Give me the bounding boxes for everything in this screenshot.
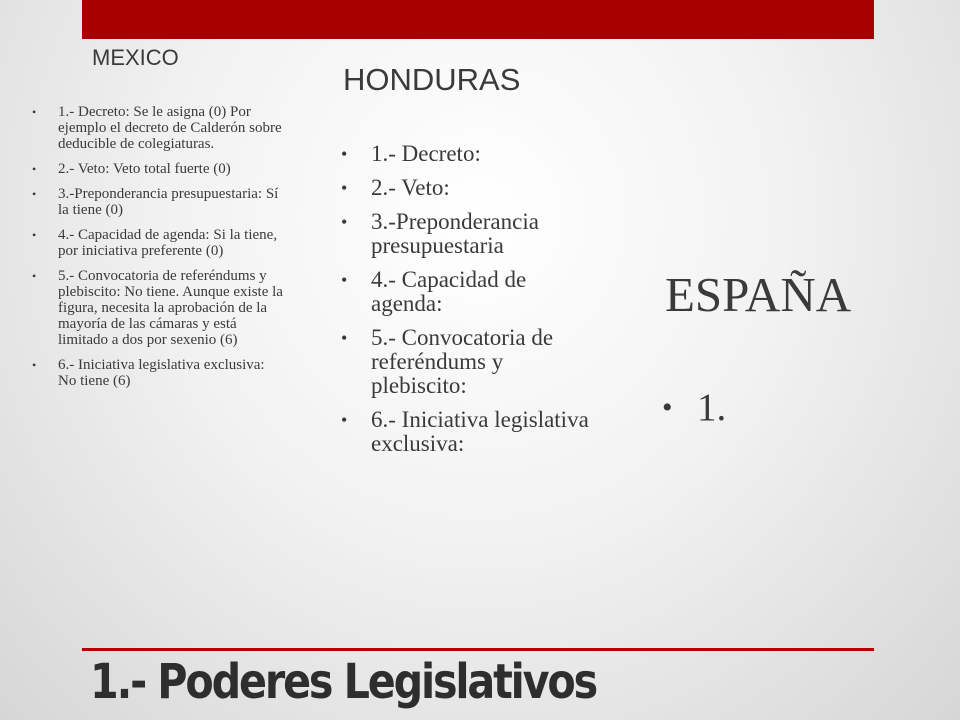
bullet-icon: • bbox=[341, 270, 348, 290]
mexico-item-6: 6.- Iniciativa legislativa exclusiva: No tiene (6) bbox=[58, 357, 265, 389]
mexico-item-2: 2.- Veto: Veto total fuerte (0) bbox=[58, 161, 231, 177]
espana-heading: ESPAÑA bbox=[665, 267, 852, 322]
honduras-item-4: 4.- Capacidad de agenda: bbox=[371, 267, 527, 316]
bullet-icon: • bbox=[32, 358, 37, 372]
mexico-list bbox=[30, 104, 285, 398]
mexico-item-4: 4.- Capacidad de agenda: Si la tiene, por iniciativa preferente (0) bbox=[58, 227, 278, 259]
bullet-icon: • bbox=[662, 391, 673, 424]
list-item bbox=[30, 357, 285, 389]
bullet-icon: • bbox=[341, 144, 348, 164]
list-item bbox=[340, 326, 600, 398]
bullet-icon: • bbox=[32, 105, 37, 119]
espana-list bbox=[660, 386, 860, 430]
bullet-icon: • bbox=[341, 410, 348, 430]
mexico-item-5: 5.- Convocatoria de referéndums y plebiscito: No tiene. Aunque existe la figura, necesita la aprobación de la mayoría de las cámaras y está limitado a dos por sexenio (6) bbox=[58, 268, 283, 348]
bullet-icon: • bbox=[32, 269, 37, 283]
espana-item-1: 1. bbox=[697, 386, 727, 429]
list-item bbox=[340, 176, 600, 200]
honduras-item-2: 2.- Veto: bbox=[371, 175, 450, 200]
list-item bbox=[30, 268, 285, 348]
bullet-icon: • bbox=[341, 212, 348, 232]
bullet-icon: • bbox=[32, 187, 37, 201]
top-accent-bar bbox=[82, 0, 874, 39]
mexico-heading: MEXICO bbox=[92, 45, 179, 70]
honduras-item-6: 6.- Iniciativa legislativa exclusiva: bbox=[371, 407, 589, 456]
mexico-item-1: 1.- Decreto: Se le asigna (0) Por ejemplo el decreto de Calderón sobre deducible de colegiaturas. bbox=[58, 104, 282, 152]
list-item bbox=[30, 186, 285, 218]
title-divider bbox=[82, 648, 874, 651]
list-item bbox=[340, 268, 600, 316]
bullet-icon: • bbox=[341, 328, 348, 348]
list-item bbox=[30, 104, 285, 152]
bullet-icon: • bbox=[341, 178, 348, 198]
list-item bbox=[30, 161, 285, 177]
bullet-icon: • bbox=[32, 228, 37, 242]
list-item bbox=[340, 210, 600, 258]
list-item bbox=[340, 408, 600, 456]
list-item bbox=[30, 227, 285, 259]
honduras-item-1: 1.- Decreto: bbox=[371, 141, 481, 166]
bullet-icon: • bbox=[32, 162, 37, 176]
honduras-item-3: 3.-Preponderancia presupuestaria bbox=[371, 209, 539, 258]
list-item bbox=[340, 142, 600, 166]
honduras-heading: HONDURAS bbox=[343, 62, 521, 97]
mexico-item-3: 3.-Preponderancia presupuestaria: Sí la tiene (0) bbox=[58, 186, 279, 218]
honduras-list bbox=[340, 142, 600, 466]
honduras-item-5: 5.- Convocatoria de referéndums y plebiscito: bbox=[371, 325, 554, 398]
slide-title: 1.- Poderes Legislativos bbox=[90, 654, 597, 710]
list-item bbox=[660, 386, 860, 430]
